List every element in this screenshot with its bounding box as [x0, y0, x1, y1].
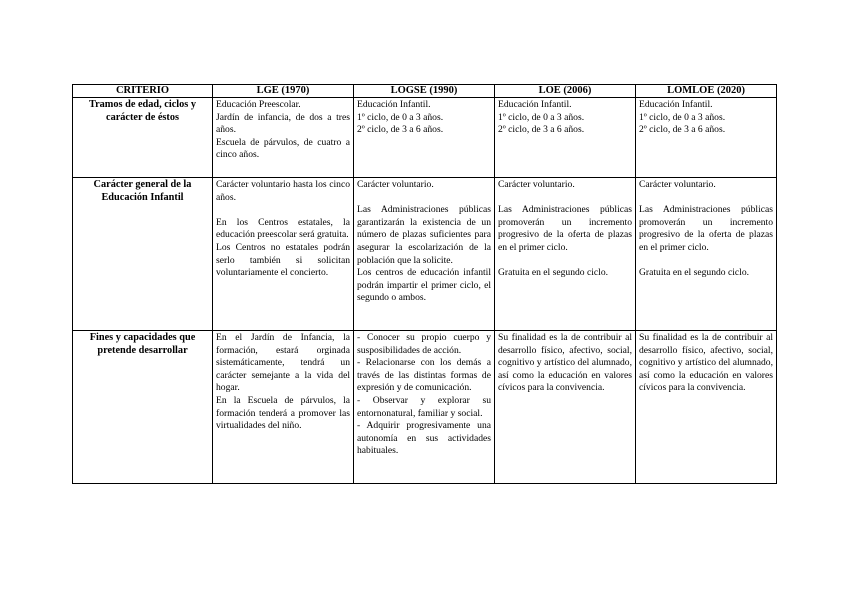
table-row — [73, 178, 777, 331]
cell-paragraph: - Relacionarse con los demás a través de las distintas formas de expresión y de comunicación. — [357, 357, 491, 394]
cell-lge — [213, 98, 354, 178]
cell-paragraph: - Adquirir progresivamente una autonomía en sus actividades habituales. — [357, 420, 491, 457]
cell-paragraph: 1º ciclo, de 0 a 3 años. — [498, 111, 585, 123]
cell-lomloe — [636, 331, 777, 484]
cell-paragraph: Su finalidad es la de contribuir al desarrollo físico, afectivo, social, cognitivo y artístico del alumnado, así como la educación en valores cívicos para la convivencia. — [498, 332, 632, 394]
cell-loe — [495, 331, 636, 484]
cell-paragraph: Los centros de educación infantil podrán impartir el primer ciclo, el segundo o ambos. — [357, 267, 491, 304]
header-criterio: CRITERIO — [73, 85, 213, 98]
cell-paragraph: 2º ciclo, de 3 a 6 años. — [639, 124, 726, 136]
cell-logse — [354, 178, 495, 331]
cell-paragraph: Las Administraciones públicas garantizarán la existencia de un número de plazas suficientes para asegurar la escolarización de la población que la solicite. — [357, 204, 491, 266]
header-row — [73, 85, 777, 98]
row-criterio: Fines y capacidades que pretende desarrollar — [73, 331, 213, 484]
cell-lge — [213, 331, 354, 484]
table-row — [73, 98, 777, 178]
cell-paragraph: Educación Infantil. — [639, 99, 713, 110]
cell-paragraph: En los Centros estatales, la educación preescolar será gratuita. — [216, 216, 350, 241]
cell-paragraph: Carácter voluntario. — [639, 179, 716, 190]
cell-paragraph: En el Jardín de Infancia, la formación, estará orginada sistemáticamente, tendrá un carácter semejante a la vida del hogar. — [216, 332, 350, 394]
cell-loe — [495, 98, 636, 178]
row-criterio: Tramos de edad, ciclos y carácter de éstos — [73, 98, 213, 178]
cell-paragraph: Gratuita en el segundo ciclo. — [498, 267, 609, 279]
cell-paragraph: Los Centros no estatales podrán serlo también si solicitan voluntariamente el concierto. — [216, 241, 350, 279]
cell-paragraph: Gratuita en el segundo ciclo. — [639, 267, 750, 279]
cell-paragraph: 2º ciclo, de 3 a 6 años. — [498, 124, 585, 136]
table-row — [73, 331, 777, 484]
cell-lomloe — [636, 178, 777, 331]
cell-logse — [354, 331, 495, 484]
header-loe: LOE (2006) — [495, 85, 636, 98]
cell-paragraph: Carácter voluntario. — [357, 179, 434, 190]
cell-paragraph: Escuela de párvulos, de cuatro a cinco años. — [216, 136, 350, 161]
cell-paragraph: 1º ciclo, de 0 a 3 años. — [639, 111, 726, 123]
row-criterio: Carácter general de la Educación Infantil — [73, 178, 213, 331]
cell-paragraph: Las Administraciones públicas promoverán un incremento progresivo de la oferta de plazas en el primer ciclo. — [498, 204, 632, 253]
cell-paragraph: En la Escuela de párvulos, la formación tenderá a promover las virtualidades del niño. — [216, 394, 350, 432]
cell-paragraph: 1º ciclo, de 0 a 3 años. — [357, 111, 444, 123]
law-comparison-table — [72, 84, 777, 484]
cell-paragraph: - Conocer su propio cuerpo y susposibilidades de acción. — [357, 332, 491, 356]
header-logse: LOGSE (1990) — [354, 85, 495, 98]
header-lomloe: LOMLOE (2020) — [636, 85, 777, 98]
cell-paragraph: Carácter voluntario. — [498, 179, 575, 190]
cell-paragraph: Carácter voluntario hasta los cinco años. — [216, 179, 350, 203]
cell-paragraph: Educación Preescolar. — [216, 99, 301, 110]
cell-logse — [354, 98, 495, 178]
cell-paragraph: Las Administraciones públicas promoverán un incremento progresivo de la oferta de plazas en el primer ciclo. — [639, 204, 773, 253]
cell-lge — [213, 178, 354, 331]
cell-paragraph: Jardín de infancia, de dos a tres años. — [216, 111, 350, 136]
header-lge: LGE (1970) — [213, 85, 354, 98]
cell-paragraph: Su finalidad es la de contribuir al desarrollo físico, afectivo, social, cognitivo y artístico del alumnado, así como la educación en valores cívicos para la convivencia. — [639, 332, 773, 394]
cell-paragraph: Educación Infantil. — [357, 99, 431, 110]
cell-paragraph: - Observar y explorar su entornonatural, familiar y social. — [357, 394, 491, 419]
cell-paragraph: 2º ciclo, de 3 a 6 años. — [357, 124, 444, 136]
cell-paragraph: Educación Infantil. — [498, 99, 572, 110]
cell-loe — [495, 178, 636, 331]
cell-lomloe — [636, 98, 777, 178]
